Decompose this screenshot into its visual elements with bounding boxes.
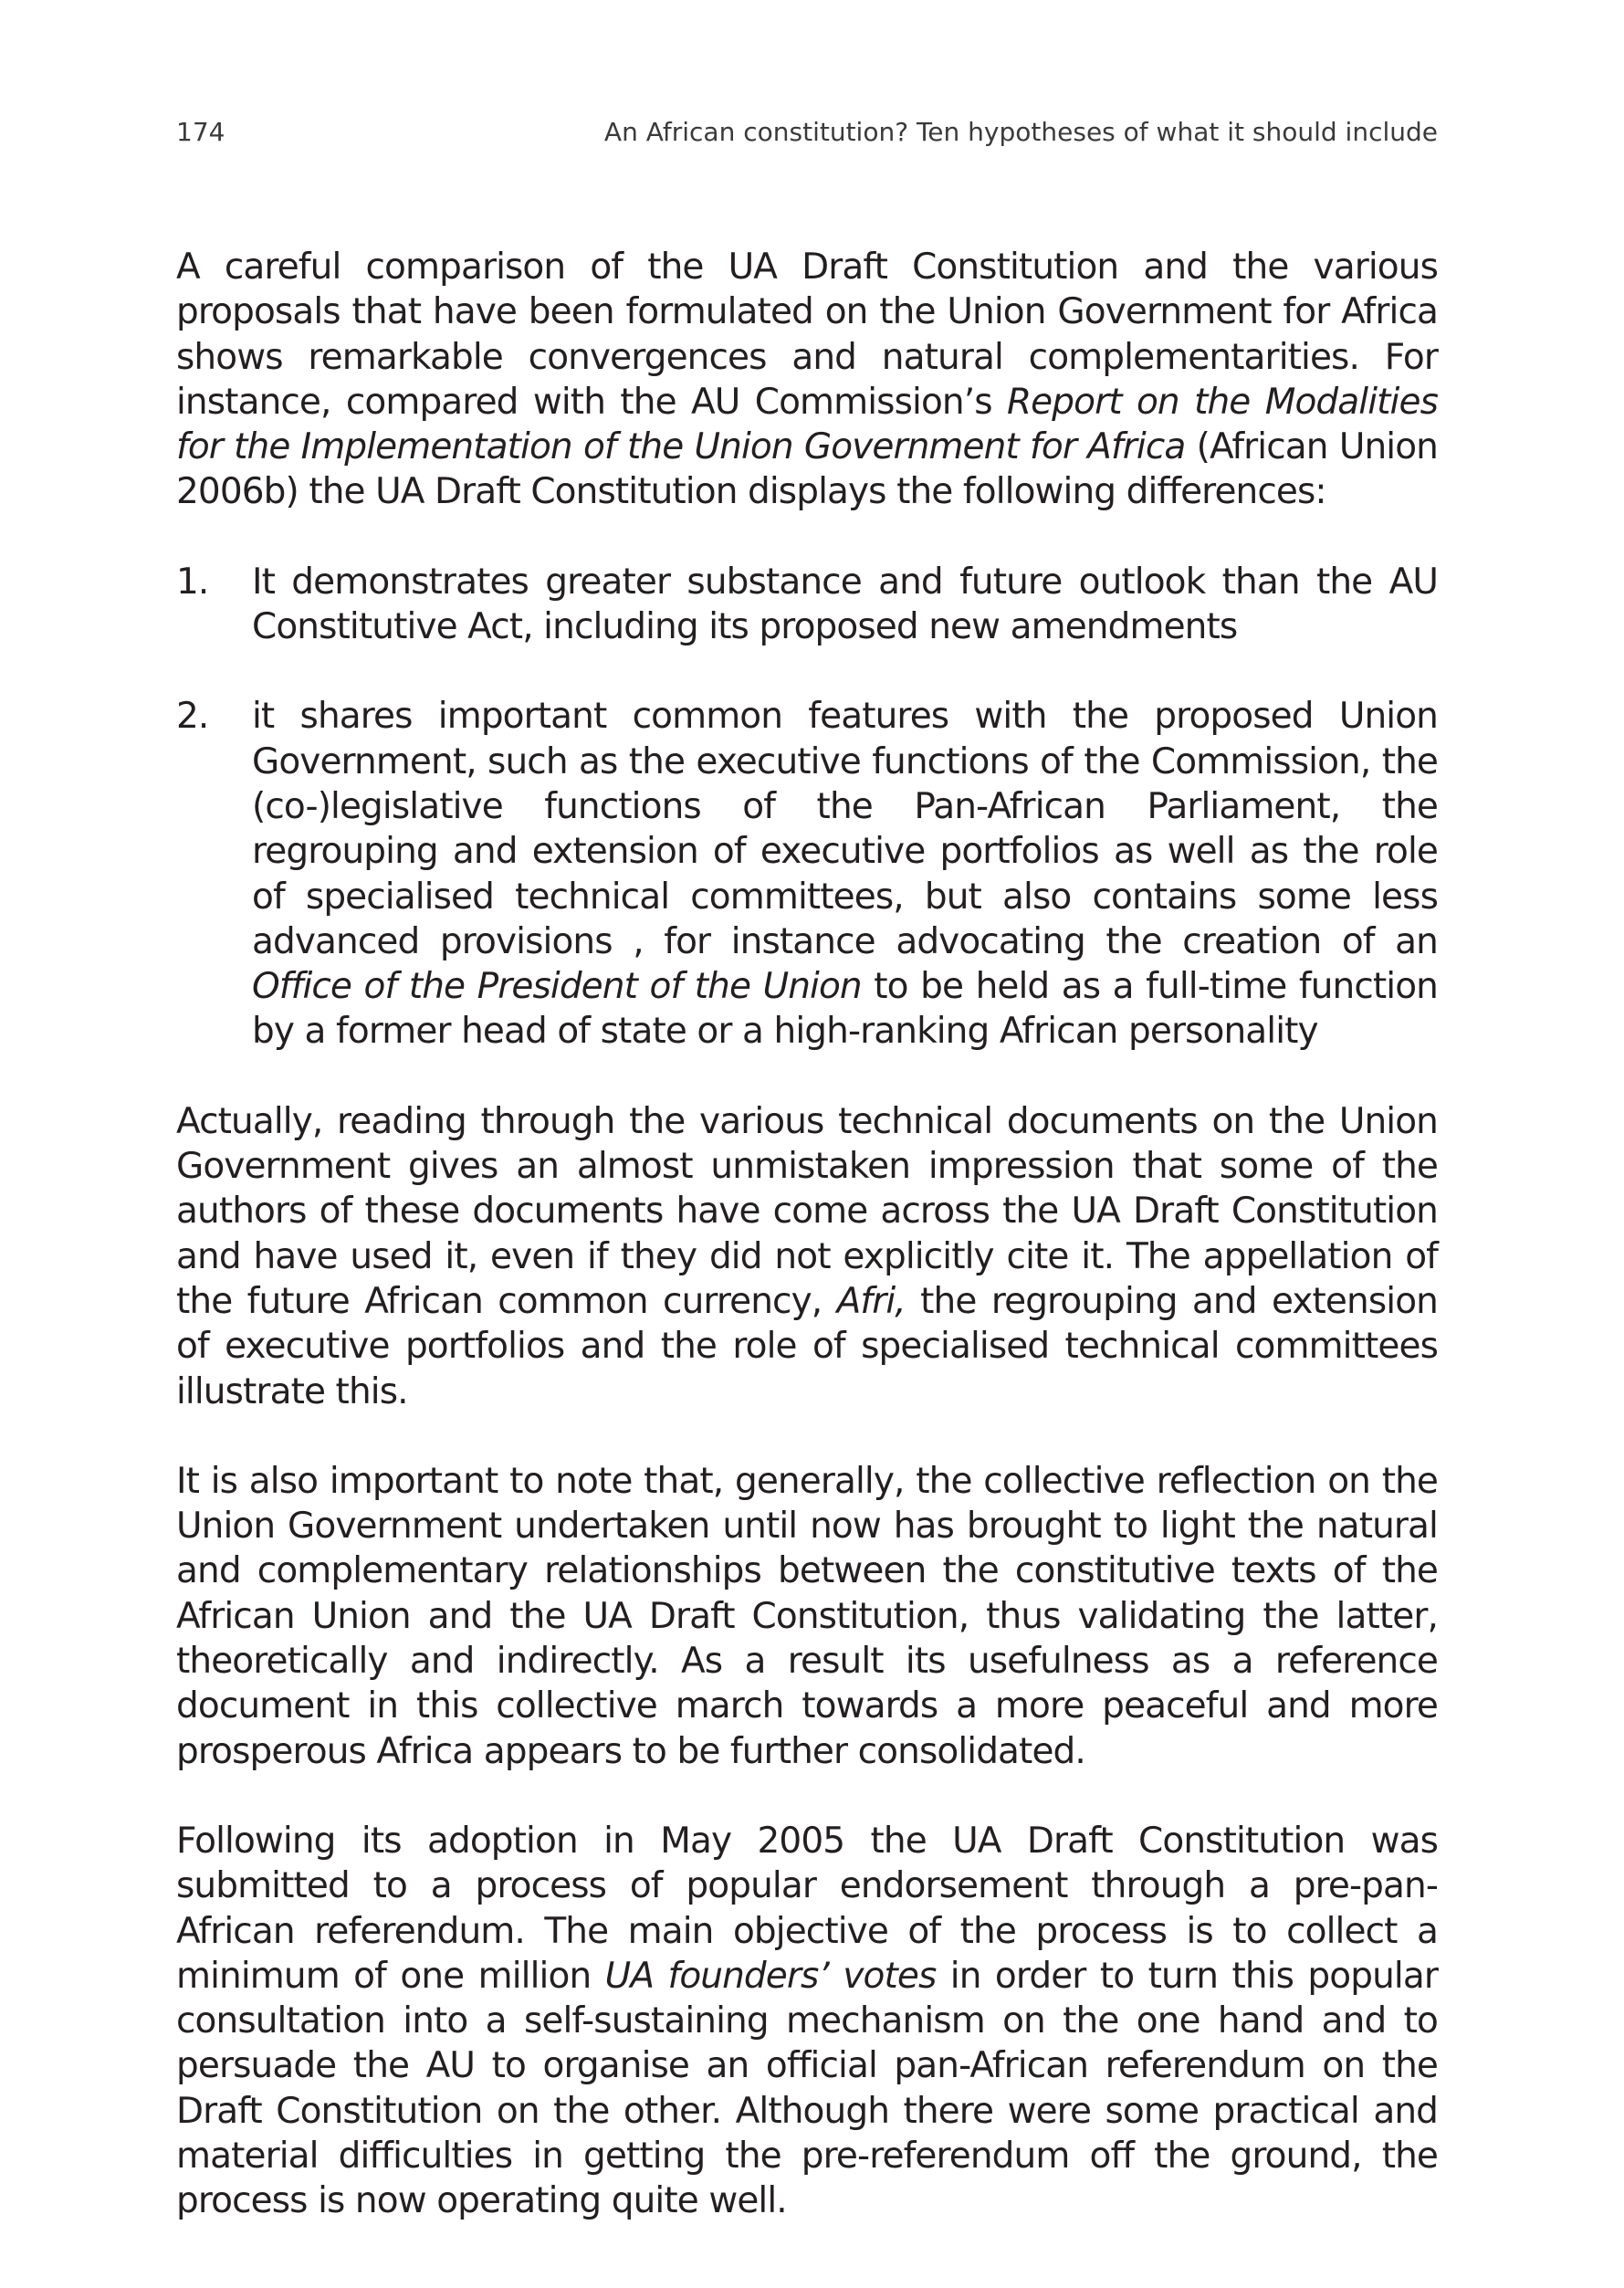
paragraph-comparison [176, 245, 1438, 515]
page-body [176, 245, 1438, 2224]
paragraph-text: Following its adoption in May 2005 the UA Draft Constitution was submitted to a process of popular endorsement through a pre-pan-African referendum. The main objective of the process is to collect a minimum of one million [176, 1820, 1438, 1997]
paragraph-text: in order to turn this popular consultation into a self-sustaining mechanism on the one hand and to persuade the AU to organise an official pan-African referendum on the Draft Constitution on the other. Although there were some practical and material difficulties in getting the pre-referendum off the ground, the process is now operating quite well. [176, 1955, 1438, 2222]
paragraph-text: the regrouping and extension of executive portfolios and the role of specialised technical committees illustrate this. [176, 1280, 1438, 1412]
list-item [176, 560, 1438, 650]
differences-list [176, 560, 1438, 1055]
running-title: An African constitution? Ten hypotheses of what it should include [603, 117, 1438, 147]
list-item-number: 1. [176, 561, 209, 603]
list-item [176, 694, 1438, 1054]
paragraph-text: (African Union 2006b) the UA Draft Constitution displays the following differences: [176, 426, 1438, 513]
paragraph-text: Actually, reading through the various technical documents on the Union Government gives an almost unmistaken impression that some of the authors of these documents have come across the UA Draft Constitution and have used it, even if they did not explicitly cite it. The appellation of the future African common currency, [176, 1100, 1438, 1322]
office-title-italic: Office of the President of the Union [252, 966, 862, 1008]
paragraph-text: A careful comparison of the UA Draft Constitution and the various proposals that have been formulated on the Union Government for Africa shows remarkable convergences and natural complementarities. For instance, compared with the AU Commission’s [176, 247, 1438, 423]
list-item-text: It demonstrates greater substance and future outlook than the AU Constitutive Act, including its proposed new amendments [252, 561, 1438, 648]
page-number: 174 [176, 117, 225, 147]
report-title-italic: Report on the Modalities for the Implementation of the Union Government for Africa [176, 381, 1438, 468]
paragraph-technical-documents [176, 1099, 1438, 1414]
paragraph-referendum [176, 1819, 1438, 2224]
page-header [176, 117, 1438, 163]
list-item-text: to be held as a full-time function by a former head of state or a high-ranking African personality [252, 966, 1439, 1053]
founders-votes-italic: UA founders’ votes [604, 1955, 937, 1997]
currency-name-italic: Afri, [836, 1280, 906, 1322]
list-item-text: it shares important common features with the proposed Union Government, such as the executive functions of the Commission, the (co-)legislative functions of the Pan-African Parliament, the regrouping and extension of executive portfolios as well as the role of specialised technical committees, but also contains some less advanced provisions , for instance advocating the creation of an [252, 696, 1438, 962]
list-item-number: 2. [176, 696, 209, 738]
paragraph-collective-reflection: It is also important to note that, generally, the collective reflection on the Union Government undertaken until now has brought to light the natural and complementary relationships between the constitutive texts of the African Union and the UA Draft Constitution, thus validating the latter, theoretically and indirectly. As a result its usefulness as a reference document in this collective march towards a more peaceful and more prosperous Africa appears to be further consolidated. [176, 1460, 1438, 1772]
